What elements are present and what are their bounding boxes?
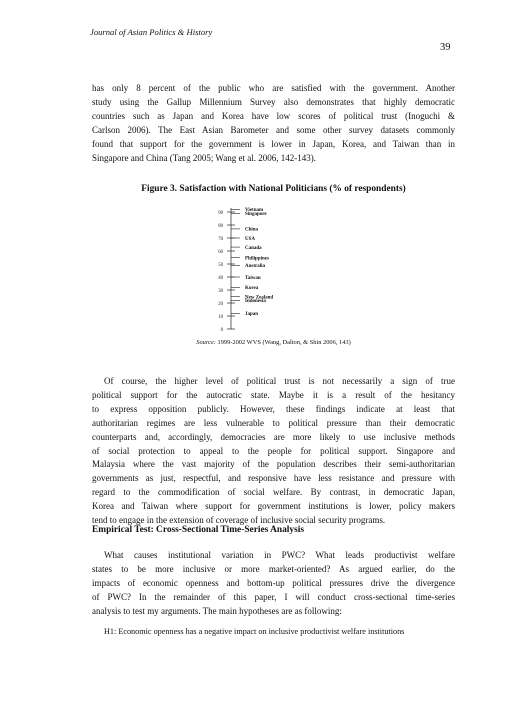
data-point-label: Singapore [245,212,267,218]
text-line: Korea and Taiwan where support for government institutions is lower, policy makers [92,501,455,512]
text-line: authoritarian regimes are less vulnerable to political pressure than their democratic [92,417,455,428]
text-line: counterparts and, accordingly, democracies are more likely to use inclusive methods [92,431,455,442]
text-line: What causes institutional variation in PWC? What leads productivist welfare [104,550,455,560]
text-line: political support for the autocratic state. Maybe it is a result of the hesitancy [92,389,455,400]
y-tick-label: 40 [218,276,223,281]
data-point-label: Taiwan [245,275,261,281]
text-line: states to be more inclusive or more market-oriented? As argued earlier, do the [92,563,455,574]
data-point-label: Indonesia [245,299,266,305]
journal-title: Journal of Asian Politics & History [90,27,213,37]
text-line: has only 8 percent of the public who are satisfied with the government. Another [92,83,455,93]
y-tick-label: 90 [218,211,223,216]
paragraph-1 [92,82,455,165]
source-text: 1999-2002 WVS (Wang, Dalton, & Shin 2006, 143) [215,339,351,346]
text-line: tend to engage in the extension of coverage of inclusive social security programs. [92,515,386,526]
text-line: Carlson 2006). The East Asian Barometer and some other survey datasets commonly [92,124,455,135]
text-line: governments as just, respectful, and responsive have less resistance and pressure with [92,473,455,484]
data-point-label: USA [245,236,256,242]
figure-title: Figure 3. Satisfaction with National Politicians (% of respondents) [141,184,406,194]
section-heading: Empirical Test: Cross-Sectional Time-Series Analysis [92,525,304,535]
data-point-label: Philippines [245,256,269,262]
page-number: 39 [440,42,451,53]
text-line: study using the Gallup Millennium Survey also demonstrates that highly democratic [92,96,455,107]
paragraph-3 [92,549,455,619]
text-line: of social protection to appeal to the people for political support. Singapore and [92,445,455,456]
text-line: of PWC? In the remainder of this paper, I will conduct cross-sectional time-series [92,591,455,602]
y-tick-label: 50 [218,263,223,268]
text-line: countries such as Japan and Korea have low scores of political trust (Inoguchi & [92,110,455,121]
text-line: found that support for the government is lower in Japan, Korea, and Taiwan than in [92,138,455,149]
data-point-label: Canada [245,245,262,251]
text-line: impacts of economic openness and bottom-up political pressures drive the divergence [92,577,455,588]
data-point-label: Vietnam [245,208,264,214]
y-tick-label: 60 [218,250,223,255]
y-tick-label: 80 [218,224,223,229]
y-tick-label: 0 [220,328,223,333]
text-line: to express opposition publicly. However, these findings indicate at least that [92,403,455,414]
data-point-label: Japan [245,312,259,318]
text-line: analysis to test my arguments. The main hypotheses are as following: [92,605,342,616]
text-line: Malaysia where the vast majority of the population describes their semi-authoritarian [92,459,455,470]
data-point-label: China [245,227,259,233]
paragraph-2 [92,375,455,528]
text-line: Singapore and China (Tang 2005; Wang et al. 2006, 142-143). [92,152,316,163]
y-tick-label: 10 [218,315,223,320]
source-label: Source: [196,339,216,346]
y-tick-label: 70 [218,237,223,242]
data-point-label: New Zealand [245,295,274,301]
satisfaction-chart [200,201,360,335]
figure-source [92,339,455,346]
hypothesis-1: H1: Economic openness has a negative impact on inclusive productivist welfare institutions [104,627,405,636]
text-line: Of course, the higher level of political trust is not necessarily a sign of true [104,376,455,386]
y-tick-label: 30 [218,289,223,294]
text-line: regard to the commodification of social welfare. By contrast, in democratic Japan, [92,487,455,498]
y-tick-label: 20 [218,302,223,307]
data-point-label: Australia [245,264,265,270]
data-point-label: Korea [245,286,259,292]
